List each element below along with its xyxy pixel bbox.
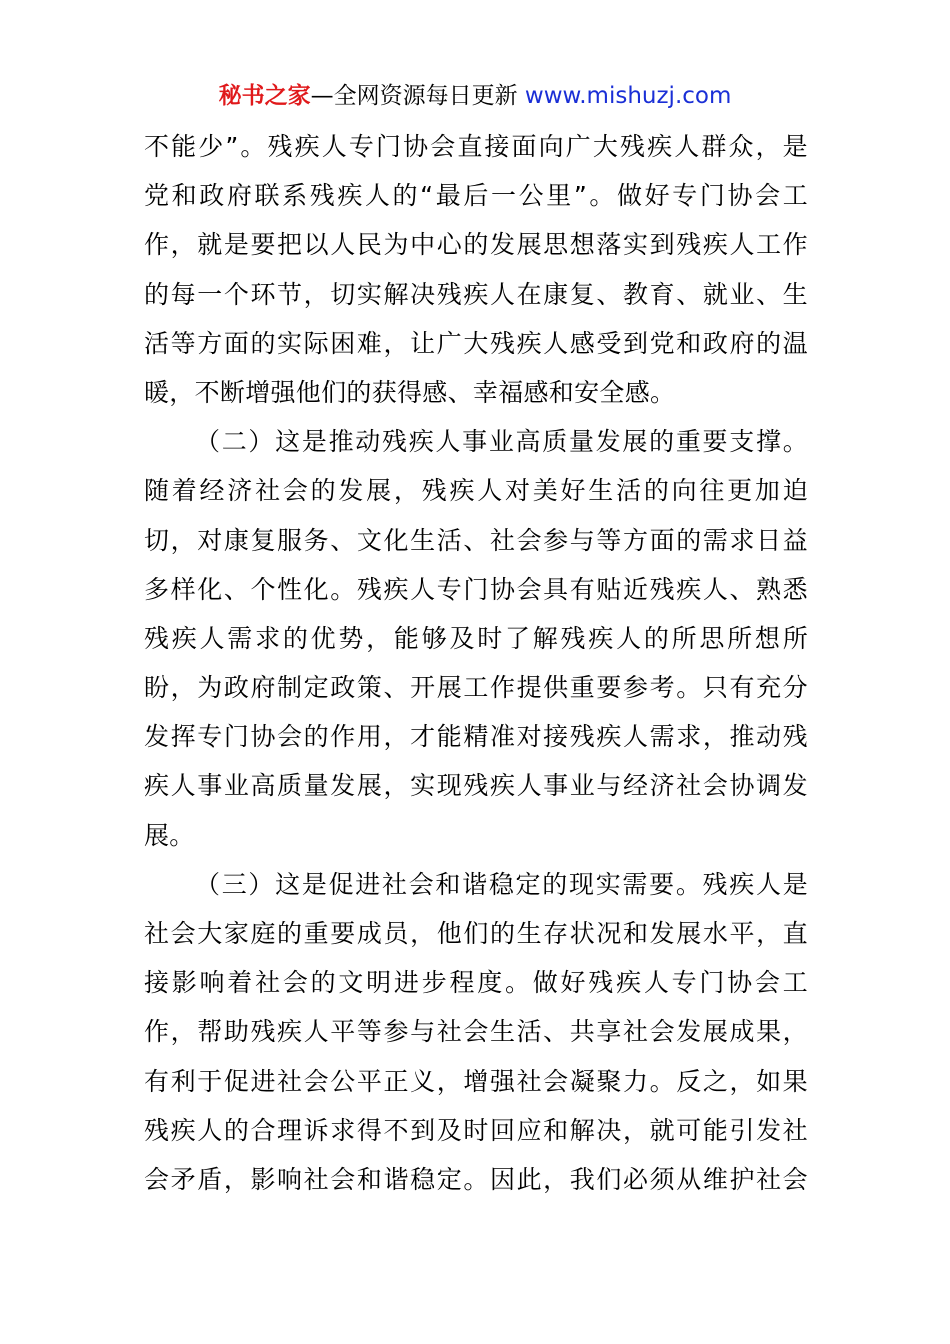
text-line: 暖，不断增强他们的获得感、幸福感和安全感。 — [144, 377, 676, 407]
text-line: 盼，为政府制定政策、开展工作提供重要参考。只有充分 — [144, 673, 808, 703]
site-brand: 秘书之家 — [218, 83, 311, 109]
text-line: 随着经济社会的发展，残疾人对美好生活的向往更加迫 — [144, 476, 808, 506]
text-line: 活等方面的实际困难，让广大残疾人感受到党和政府的温 — [144, 328, 808, 358]
text-line: 不能少”。残疾人专门协会直接面向广大残疾人群众，是 — [144, 132, 808, 161]
text-line: 切，对康复服务、文化生活、社会参与等方面的需求日益 — [144, 525, 808, 555]
section-heading-2: （二）这是推动残疾人事业高质量发展的重要支撑。 — [195, 427, 808, 457]
text-line: 社会大家庭的重要成员，他们的生存状况和发展水平，直 — [144, 919, 808, 948]
text-line: 会矛盾，影响社会和谐稳定。因此，我们必须从维护社会 — [144, 1164, 808, 1194]
site-url-link[interactable]: www.mishuzj.com — [524, 83, 732, 109]
text-line: 展。 — [144, 820, 195, 850]
section-heading-3: （三）这是促进社会和谐稳定的现实需要。残疾人是 — [195, 869, 808, 899]
text-line: 发挥专门协会的作用，才能精准对接残疾人需求，推动残 — [144, 722, 808, 752]
text-line: 作，帮助残疾人平等参与社会生活、共享社会发展成果， — [144, 1017, 808, 1047]
text-line: 的每一个环节，切实解决残疾人在康复、教育、就业、生 — [144, 279, 808, 309]
site-header — [0, 80, 950, 112]
text-line: 有利于促进社会公平正义，增强社会凝聚力。反之，如果 — [144, 1066, 808, 1096]
text-line: 多样化、个性化。残疾人专门协会具有贴近残疾人、熟悉 — [144, 574, 808, 604]
site-tagline: —全网资源每日更新 — [310, 83, 518, 109]
text-line: 疾人事业高质量发展，实现残疾人事业与经济社会协调发 — [144, 771, 808, 801]
text-line: 作，就是要把以人民为中心的发展思想落实到残疾人工作 — [144, 230, 808, 260]
text-line: 党和政府联系残疾人的“最后一公里”。做好专门协会工 — [144, 181, 808, 211]
text-line: 残疾人需求的优势，能够及时了解残疾人的所思所想所 — [144, 623, 808, 653]
text-line: 残疾人的合理诉求得不到及时回应和解决，就可能引发社 — [144, 1115, 808, 1145]
text-line: 接影响着社会的文明进步程度。做好残疾人专门协会工 — [144, 968, 808, 998]
document-body — [144, 122, 808, 1204]
